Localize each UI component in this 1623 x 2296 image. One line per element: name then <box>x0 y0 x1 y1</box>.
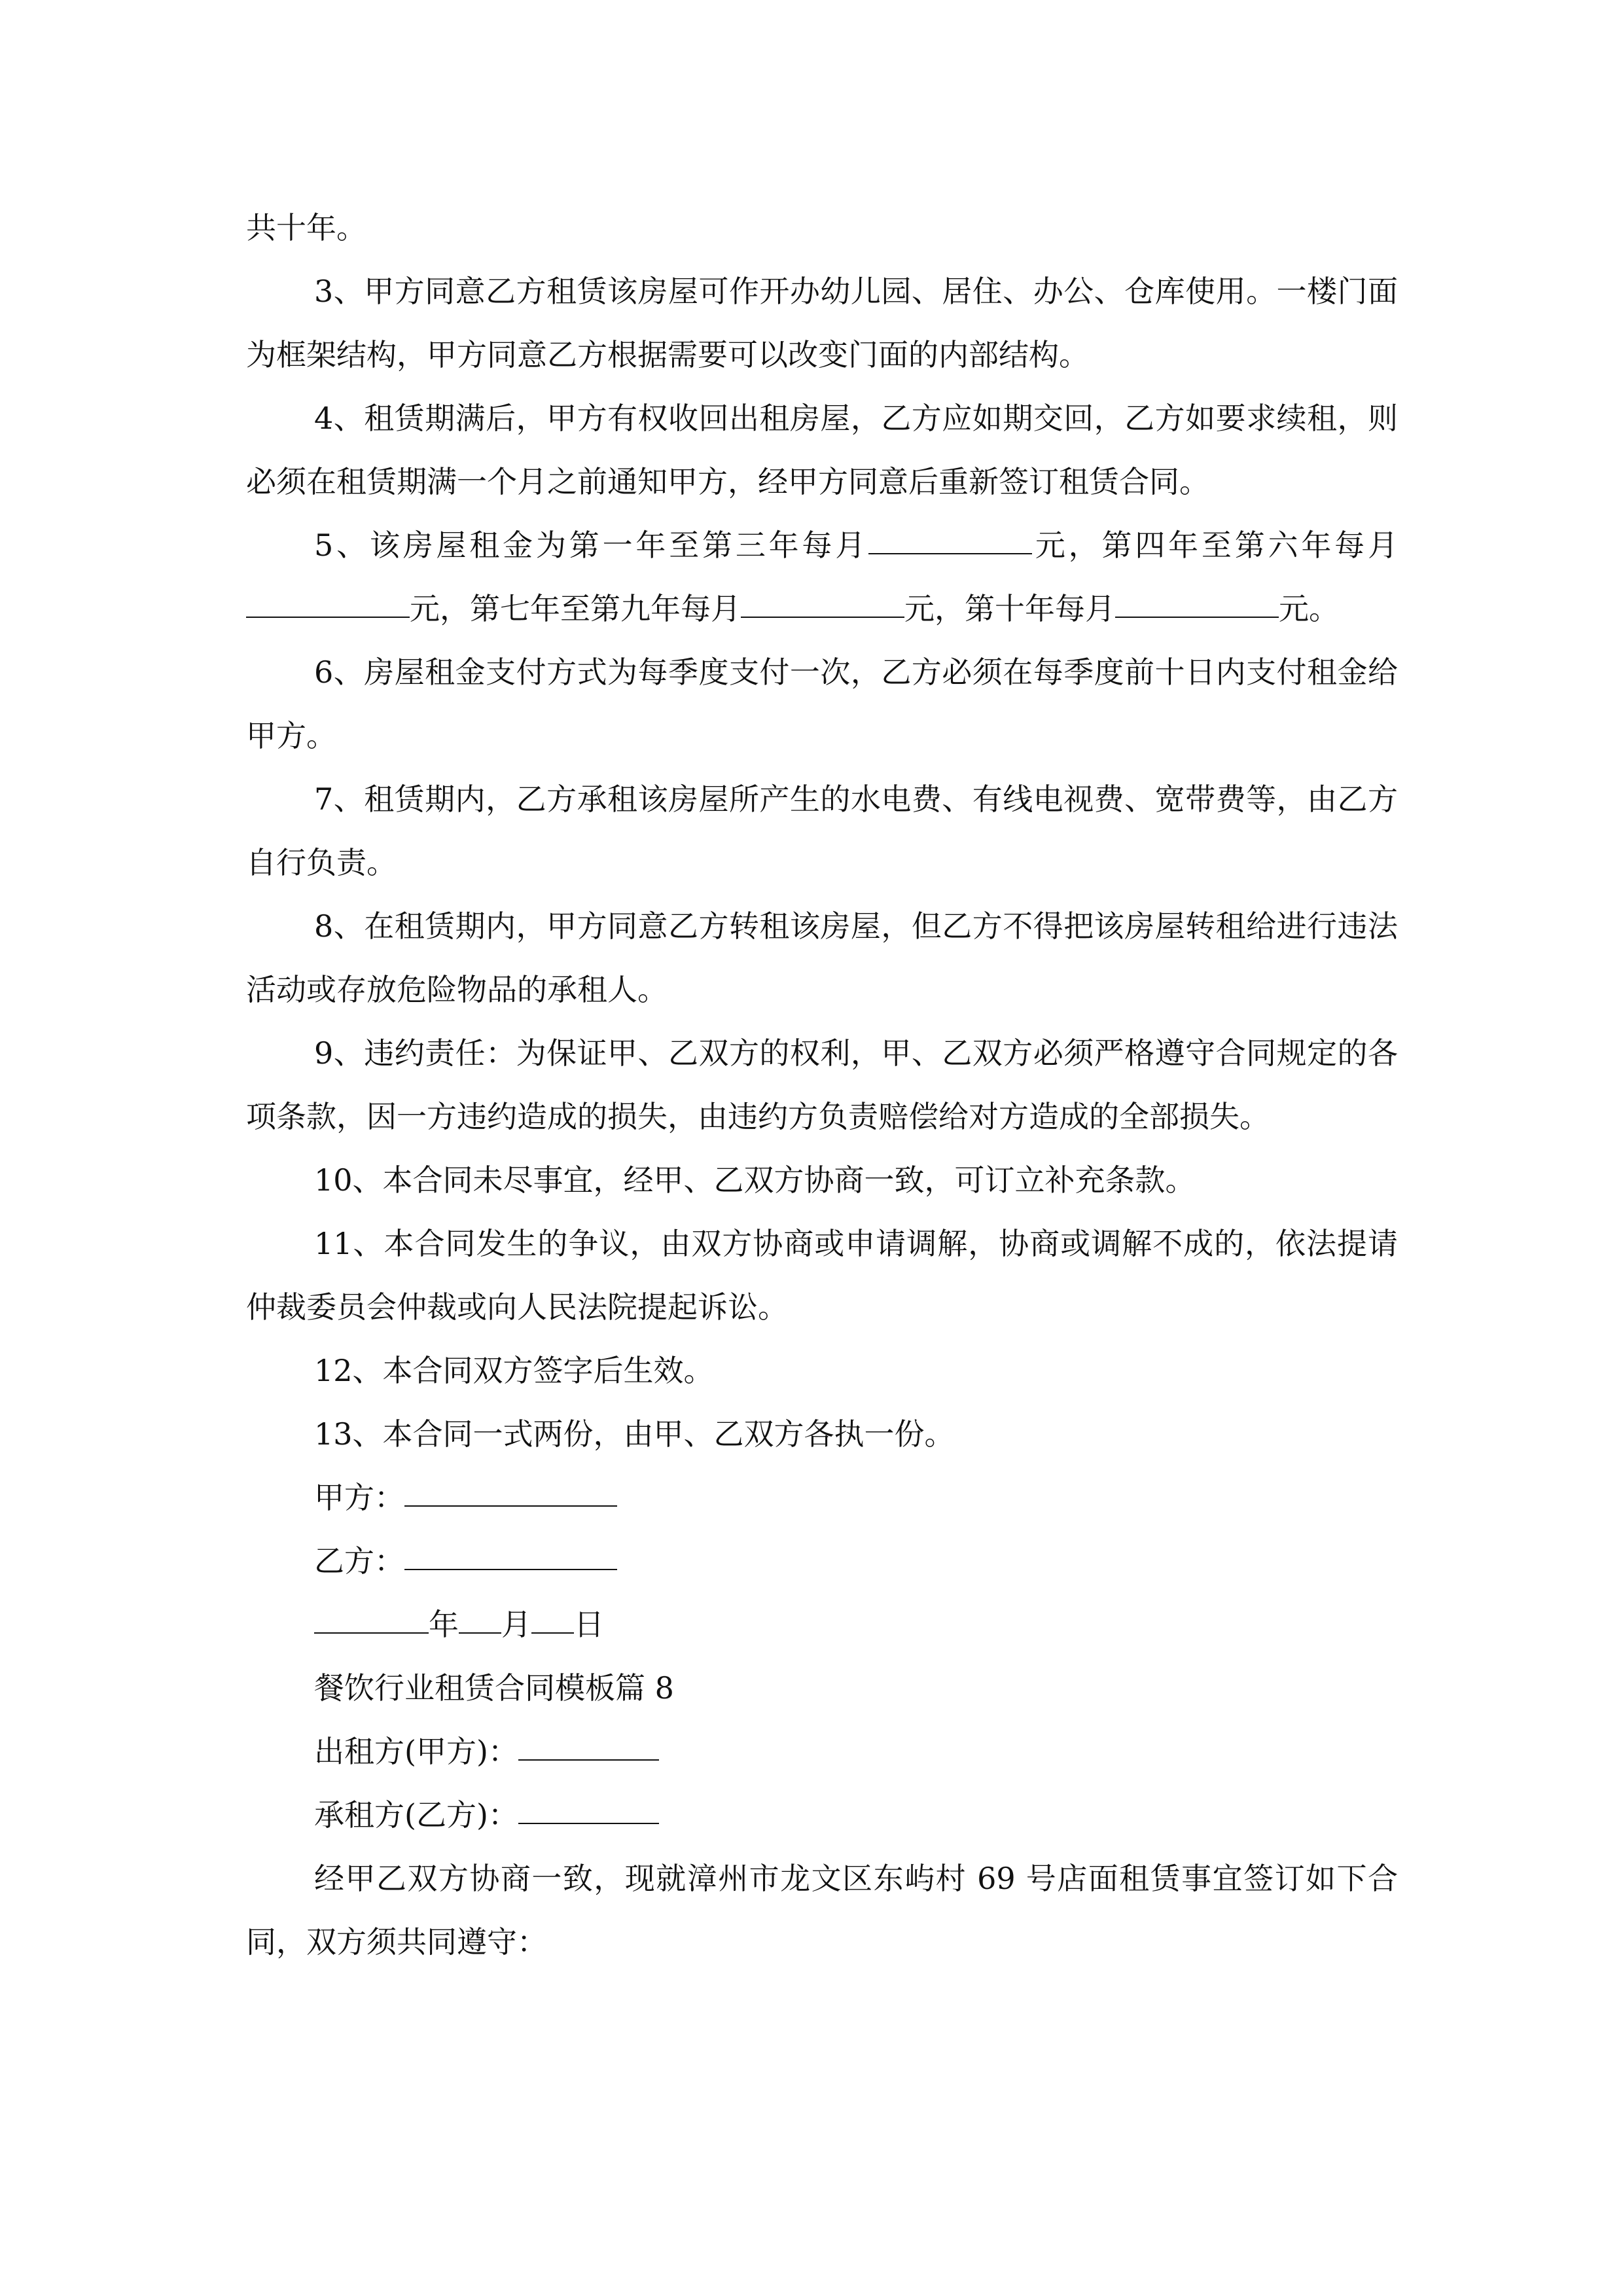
clause-5-part-e: 元。 <box>1279 591 1339 626</box>
month-blank <box>459 1632 501 1634</box>
clause-5-part-b: 元，第四年至第六年每月 <box>1032 528 1398 563</box>
party-b-signature <box>246 1530 1398 1593</box>
section-title: 餐饮行业租赁合同模板篇 8 <box>314 1670 674 1706</box>
clause-10: 10、本合同未尽事宜，经甲、乙双方协商一致，可订立补充条款。 <box>314 1162 1196 1198</box>
clause-8: 8、在租赁期内，甲方同意乙方转租该房屋，但乙方不得把该房屋转租给进行违法活动或存放危险物品的承租人。 <box>246 908 1398 1007</box>
lessee-line <box>246 1784 1398 1847</box>
party-b-blank <box>404 1568 617 1570</box>
clause-5-part-c: 元，第七年至第九年每月 <box>410 591 741 626</box>
lessee-label: 承租方(乙方)： <box>314 1797 518 1833</box>
rent-blank-year7-9 <box>741 616 904 618</box>
party-a-blank <box>404 1505 617 1507</box>
clause-5-part-a: 5、该房屋租金为第一年至第三年每月 <box>314 528 869 563</box>
day-blank <box>531 1632 574 1634</box>
party-a-signature <box>246 1466 1398 1530</box>
clause-12: 12、本合同双方签字后生效。 <box>314 1353 714 1388</box>
rent-blank-year1-3 <box>868 552 1032 554</box>
rent-blank-year4-6 <box>246 616 410 618</box>
signature-date <box>246 1593 1398 1657</box>
clause-7: 7、租赁期内，乙方承租该房屋所产生的水电费、有线电视费、宽带费等，由乙方自行负责。 <box>246 781 1398 880</box>
lessee-blank <box>518 1822 659 1824</box>
clause-13: 13、本合同一式两份，由甲、乙双方各执一份。 <box>314 1416 955 1452</box>
party-a-label: 甲方： <box>314 1480 404 1515</box>
clause-5-part-d: 元，第十年每月 <box>904 591 1115 626</box>
lessor-label: 出租方(甲方)： <box>314 1734 518 1769</box>
rent-blank-year10 <box>1115 616 1279 618</box>
lessor-blank <box>518 1759 659 1761</box>
clause-11: 11、本合同发生的争议，由双方协商或申请调解，协商或调解不成的，依法提请仲裁委员会仲裁或向人民法院提起诉讼。 <box>246 1226 1398 1325</box>
clause-4: 4、租赁期满后，甲方有权收回出租房屋，乙方应如期交回，乙方如要求续租，则必须在租赁期满一个月之前通知甲方，经甲方同意后重新签订租赁合同。 <box>246 401 1398 499</box>
clause-3: 3、甲方同意乙方租赁该房屋可作开办幼儿园、居住、办公、仓库使用。一楼门面为框架结构，甲方同意乙方根据需要可以改变门面的内部结构。 <box>246 274 1398 372</box>
clause-5 <box>246 514 1398 641</box>
lessor-line <box>246 1720 1398 1784</box>
contract-intro: 经甲乙双方协商一致，现就漳州市龙文区东屿村 69 号店面租赁事宜签订如下合同，双方须共同遵守： <box>246 1861 1398 1960</box>
year-blank <box>314 1632 429 1634</box>
day-label: 日 <box>574 1607 604 1642</box>
document-body <box>246 196 1398 1974</box>
party-b-label: 乙方： <box>314 1543 404 1579</box>
clause-9: 9、违约责任：为保证甲、乙双方的权利，甲、乙双方必须严格遵守合同规定的各项条款，因一方违约造成的损失，由违约方负责赔偿给对方造成的全部损失。 <box>246 1035 1398 1134</box>
month-label: 月 <box>501 1607 531 1642</box>
year-label: 年 <box>429 1607 459 1642</box>
clause-6: 6、房屋租金支付方式为每季度支付一次，乙方必须在每季度前十日内支付租金给甲方。 <box>246 655 1398 753</box>
paragraph-term-end: 共十年。 <box>246 210 366 245</box>
